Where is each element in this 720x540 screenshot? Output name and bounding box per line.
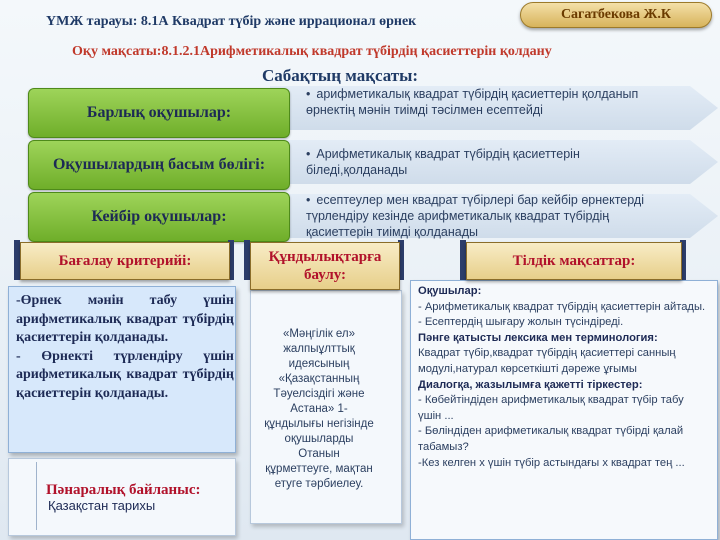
students-goal-1: - Арифметикалық квадрат түбірдің қасиеттерін айтады. [418, 300, 706, 313]
objective-group-some: Кейбір оқушылар: [28, 192, 290, 242]
dialog-phrase-3: -Кез келген х үшін түбір астындағы х квадрат тең ... [418, 456, 685, 469]
values-tab: Құндылықтарға баулу: [250, 242, 400, 290]
lexicon-text: Квадрат түбір,квадрат түбірдің қасиеттері санның модулі,натурал көрсеткішті дәреже ұғымы [418, 347, 676, 375]
objective-text-most: • Арифметикалық квадрат түбірдің қасиеттерін біледі,қолданады [306, 146, 666, 178]
students-goal-2: - Есептердің шығару жолын түсіндіреді. [418, 316, 624, 329]
language-tab: Тілдік мақсаттар: [466, 242, 682, 280]
section-topic: ҮМЖ тарауы: 8.1А Квадрат түбір және иррационал өрнек [46, 14, 417, 29]
panel-divider [36, 462, 37, 530]
learning-goal: Оқу мақсаты:8.1.2.1Арифметикалық квадрат түбірдің қасиеттерін қолдану [72, 44, 552, 59]
objective-group-all: Барлық оқушылар: [28, 88, 290, 138]
interdisciplinary-title: Пәнаралық байланыс: [46, 482, 201, 498]
objective-text-all: • арифметикалық квадрат түбірдің қасиеттерін қолданып өрнектің мәнін тиімді тәсілмен есептейді [306, 86, 666, 118]
dialog-heading: Диалогқа, жазылымға қажетті тіркестер: [418, 378, 643, 391]
lexicon-heading: Пәнге қатысты лексика мен терминология: [418, 331, 658, 344]
dialog-phrase-1: - Көбейтіндіден арифметикалық квадрат түбір табу үшін ... [418, 394, 684, 422]
interdisciplinary-subject: Қазақстан тарихы [48, 498, 156, 513]
criteria-text: -Өрнек мәнін табу үшін арифметикалық квадрат түбірдің қасиеттерін қолданады. - Өрнекті түрлендіру үшін арифметикалық квадрат түбірдің қасиеттерін қолданады. [16, 293, 234, 401]
dialog-phrase-2: - Бөліндіден арифметикалық квадрат түбірді қалай табамыз? [418, 425, 684, 453]
author-badge: Сагатбекова Ж.К [520, 2, 712, 28]
language-goals-text [418, 284, 710, 471]
values-text: «Мәңгілік ел» жалпыұлттық идеясының «Қазақстанның Тәуелсіздігі және Астана» 1-құндылығы негізінде оқушыларды Отанын құрметтеуге, мақтан етуге тәрбиелеу. [264, 328, 374, 490]
lesson-objectives-title: Сабақтың мақсаты: [262, 66, 419, 85]
objective-group-most: Оқушылардың басым бөлігі: [28, 140, 290, 190]
students-heading: Оқушылар: [418, 285, 482, 297]
objective-text-some: • есептеулер мен квадрат түбірлері бар кейбір өрнектерді түрлендіру кезінде арифметикалық квадрат түбірдің қасиеттерін тиімді қолданады [306, 192, 666, 240]
criteria-tab: Бағалау критерийі: [20, 242, 230, 280]
